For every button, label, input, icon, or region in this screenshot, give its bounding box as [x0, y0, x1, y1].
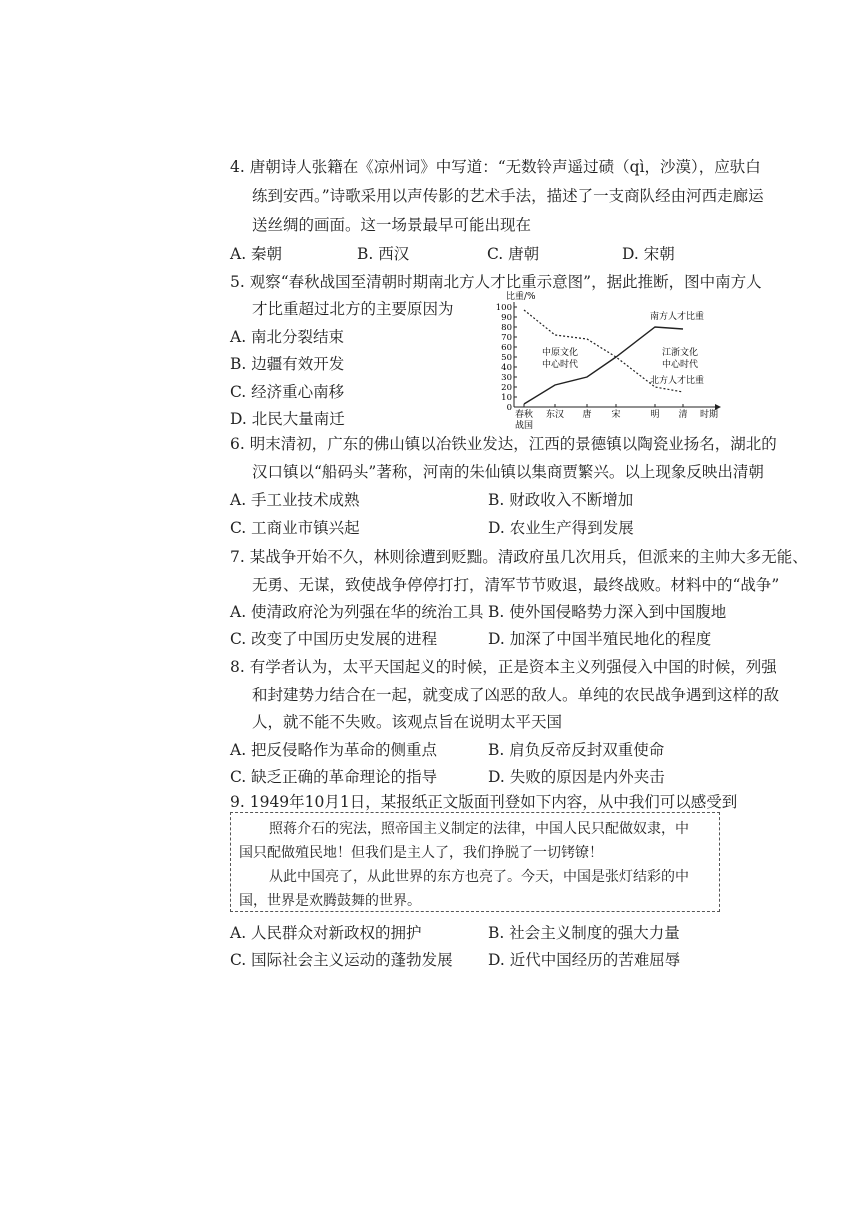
question-9-option-c: C. 国际社会主义运动的蓬勃发展 — [230, 951, 453, 969]
question-8-line-2: 和封建势力结合在一起，就变成了凶恶的敌人。单纯的农民战争遇到这样的敌 — [252, 686, 780, 704]
x-tick-label: 清 — [678, 410, 688, 420]
question-4-option-d: D. 宋朝 — [622, 245, 675, 263]
question-5-line-2: 才比重超过北方的主要原因为 — [252, 300, 454, 318]
question-9-option-b: B. 社会主义制度的强大力量 — [488, 924, 680, 942]
question-4-option-a: A. 秦朝 — [230, 245, 283, 263]
x-tick-label: 唐 — [582, 410, 592, 420]
question-7-option-d: D. 加深了中国半殖民地化的程度 — [488, 630, 712, 648]
question-8-option-c: C. 缺乏正确的革命理论的指导 — [230, 768, 438, 786]
question-9-option-d: D. 近代中国经历的苦难屈辱 — [488, 951, 681, 969]
question-8-option-a: A. 把反侵略作为革命的侧重点 — [230, 741, 438, 759]
question-5-line-1: 5. 观察“春秋战国至清朝时期南北方人才比重示意图”，据此推断，图中南方人 — [230, 273, 762, 291]
x-tick-label: 春秋 — [514, 410, 534, 420]
y-tick-label: 70 — [501, 333, 512, 343]
question-4-line-2: 练到安西。”诗歌采用以声传影的艺术手法，描述了一支商队经由河西走廊运 — [252, 187, 764, 205]
question-8-option-b: B. 肩负反帝反封双重使命 — [488, 741, 665, 759]
question-4-line-1: 4. 唐朝诗人张籍在《凉州词》中写道：“无数铃声遥过碛（qì，沙漠），应驮白 — [230, 158, 761, 176]
quote-line-4: 国，世界是欢腾鼓舞的世界。 — [239, 893, 421, 909]
x-tick-sublabel: 战国 — [514, 421, 534, 430]
question-6-option-a: A. 手工业技术成熟 — [230, 491, 360, 509]
question-9-line-1: 9. 1949年10月1日，某报纸正文版面刊登如下内容，从中我们可以感受到 — [230, 793, 738, 811]
question-7-line-2: 无勇、无谋，致使战争停停打打，清军节节败退，最终战败。材料中的“战争” — [252, 576, 780, 594]
question-6-option-b: B. 财政收入不断增加 — [488, 491, 634, 509]
chart-xlabel: 时期 — [700, 410, 719, 420]
y-tick-label: 40 — [501, 363, 512, 373]
y-tick-label: 90 — [501, 313, 512, 323]
annotation-jiangzhe-1: 江浙文化 — [662, 348, 699, 358]
y-tick-label: 80 — [501, 323, 512, 333]
question-8-line-1: 8. 有学者认为，太平天国起义的时候，正是资本主义列强侵入中国的时候，列强 — [230, 658, 777, 676]
question-8-line-3: 人，就不能不失败。该观点旨在说明太平天国 — [252, 713, 563, 731]
annotation-central-plains-1: 中原文化 — [542, 348, 579, 358]
question-7-option-b: B. 使外国侵略势力深入到中国腹地 — [488, 603, 727, 621]
quote-line-1: 照蒋介石的宪法，照帝国主义制定的法律，中国人民只配做奴隶，中 — [269, 821, 689, 837]
question-5-option-b: B. 边疆有效开发 — [230, 355, 345, 373]
y-tick-label: 20 — [501, 383, 512, 393]
question-6-line-1: 6. 明末清初，广东的佛山镇以冶铁业发达，江西的景德镇以陶瓷业扬名，湖北的 — [230, 435, 777, 453]
question-6-line-2: 汉口镇以“船码头”著称，河南的朱仙镇以集商贾繁兴。以上现象反映出清朝 — [252, 463, 764, 481]
y-tick-label: 30 — [501, 373, 512, 383]
x-tick-label: 明 — [650, 410, 660, 420]
question-4-option-c: C. 唐朝 — [487, 245, 540, 263]
question-4-line-3: 送丝绸的画面。这一场景最早可能出现在 — [252, 216, 532, 234]
series-label-south: 南方人才比重 — [650, 312, 705, 322]
talent-ratio-chart — [490, 290, 725, 430]
question-5-option-a: A. 南北分裂结束 — [230, 328, 345, 346]
question-5-option-d: D. 北民大量南迁 — [230, 410, 345, 428]
quote-line-3: 从此中国亮了，从此世界的东方也亮了。今天，中国是张灯结彩的中 — [269, 869, 689, 885]
series-label-north: 北方人才比重 — [650, 376, 705, 386]
y-tick-label: 0 — [506, 403, 512, 413]
question-7-line-1: 7. 某战争开始不久，林则徐遭到贬黜。清政府虽几次用兵，但派来的主帅大多无能、 — [230, 548, 808, 566]
y-tick-label: 60 — [501, 343, 512, 353]
question-9-option-a: A. 人民群众对新政权的拥护 — [230, 924, 422, 942]
y-tick-label: 100 — [495, 303, 512, 313]
quote-line-2: 国只配做殖民地！但我们是主人了，我们挣脱了一切铐镣！ — [239, 845, 603, 861]
question-8-option-d: D. 失败的原因是内外夹击 — [488, 768, 665, 786]
annotation-central-plains-2: 中心时代 — [542, 360, 579, 370]
chart-dynamic-marks — [496, 303, 688, 430]
question-6-option-d: D. 农业生产得到发展 — [488, 519, 634, 537]
y-tick-label: 50 — [501, 353, 512, 363]
question-7-option-a: A. 使清政府沦为列强在华的统治工具 — [230, 603, 484, 621]
question-7-option-c: C. 改变了中国历史发展的进程 — [230, 630, 438, 648]
y-tick-label: 10 — [501, 393, 512, 403]
question-5-option-c: C. 经济重心南移 — [230, 383, 345, 401]
question-4-option-b: B. 西汉 — [357, 245, 410, 263]
chart-ylabel: 比重/% — [506, 292, 536, 302]
newspaper-quote-box — [230, 812, 720, 912]
x-tick-label: 东汉 — [545, 410, 565, 420]
annotation-jiangzhe-2: 中心时代 — [662, 360, 699, 370]
x-tick-label: 宋 — [611, 410, 621, 420]
question-6-option-c: C. 工商业市镇兴起 — [230, 519, 360, 537]
